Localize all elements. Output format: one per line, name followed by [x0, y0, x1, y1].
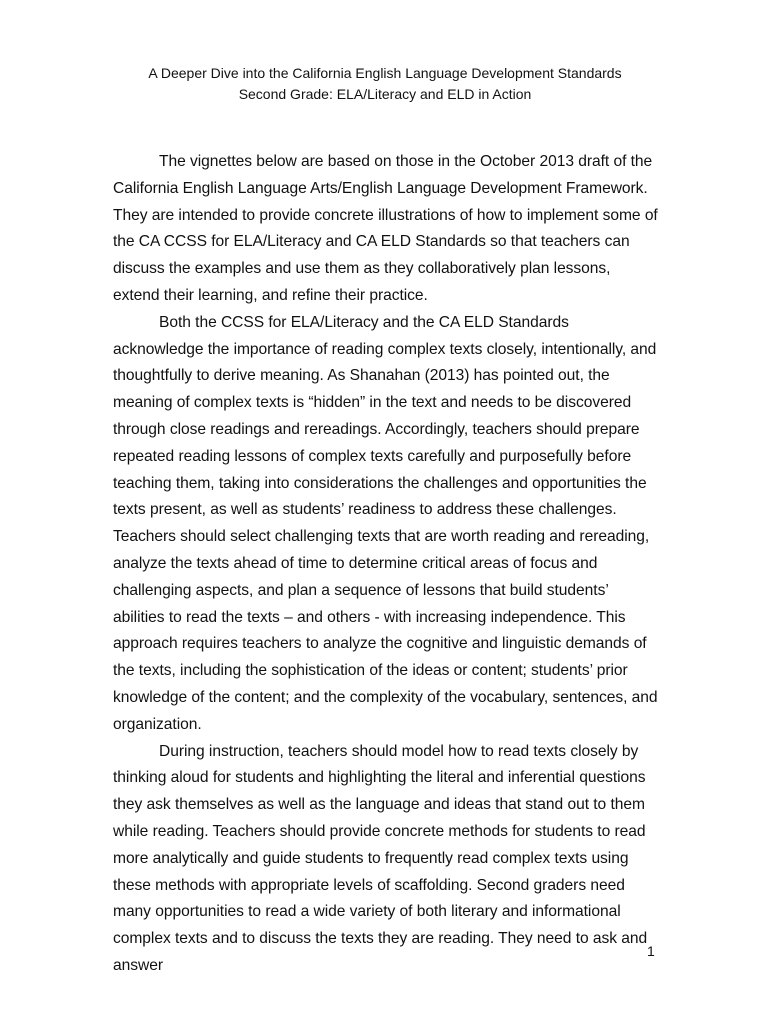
title-line-2: Second Grade: ELA/Literacy and ELD in Action — [238, 86, 532, 102]
page-number: 1 — [647, 943, 655, 959]
paragraph-3: During instruction, teachers should model how to read texts closely by thinking aloud for students and highlighting the literal and inferential questions they ask themselves as well as the language and ideas that stand out to them while reading. Teachers should provide concrete methods for students to read more analytically and guide students to frequently read complex texts using these methods with appropriate levels of scaffolding. Second graders need many opportunities to read a wide variety of both literary and informational complex texts and to discuss the texts they are reading. They need to ask and answer — [113, 742, 648, 974]
document-header — [0, 63, 770, 105]
title-line-1: A Deeper Dive into the California English Language Development Standards — [148, 65, 622, 81]
document-body — [113, 149, 659, 980]
paragraph-1: The vignettes below are based on those in the October 2013 draft of the California English Language Arts/English Language Development Framework. They are intended to provide concrete illustrations of how to implement some of the CA CCSS for ELA/Literacy and CA ELD Standards so that teachers can discuss the examples and use them as they collaboratively plan lessons, extend their learning, and refine their practice. — [113, 153, 658, 304]
paragraph-2: Both the CCSS for ELA/Literacy and the CA ELD Standards acknowledge the importance of reading complex texts closely, intentionally, and thoughtfully to derive meaning. As Shanahan (2013) has pointed out, the meaning of complex texts is “hidden” in the text and needs to be discovered through close readings and rereadings. Accordingly, teachers should prepare repeated reading lessons of complex texts carefully and purposefully before teaching them, taking into considerations the challenges and opportunities the texts present, as well as students’ readiness to address these challenges. Teachers should select challenging texts that are worth reading and rereading, analyze the texts ahead of time to determine critical areas of focus and challenging aspects, and plan a sequence of lessons that build students’ abilities to read the texts – and others - with increasing independence. This approach requires teachers to analyze the cognitive and linguistic demands of the texts, including the sophistication of the ideas or content; students’ prior knowledge of the content; and the complexity of the vocabulary, sentences, and organization. — [113, 313, 658, 733]
